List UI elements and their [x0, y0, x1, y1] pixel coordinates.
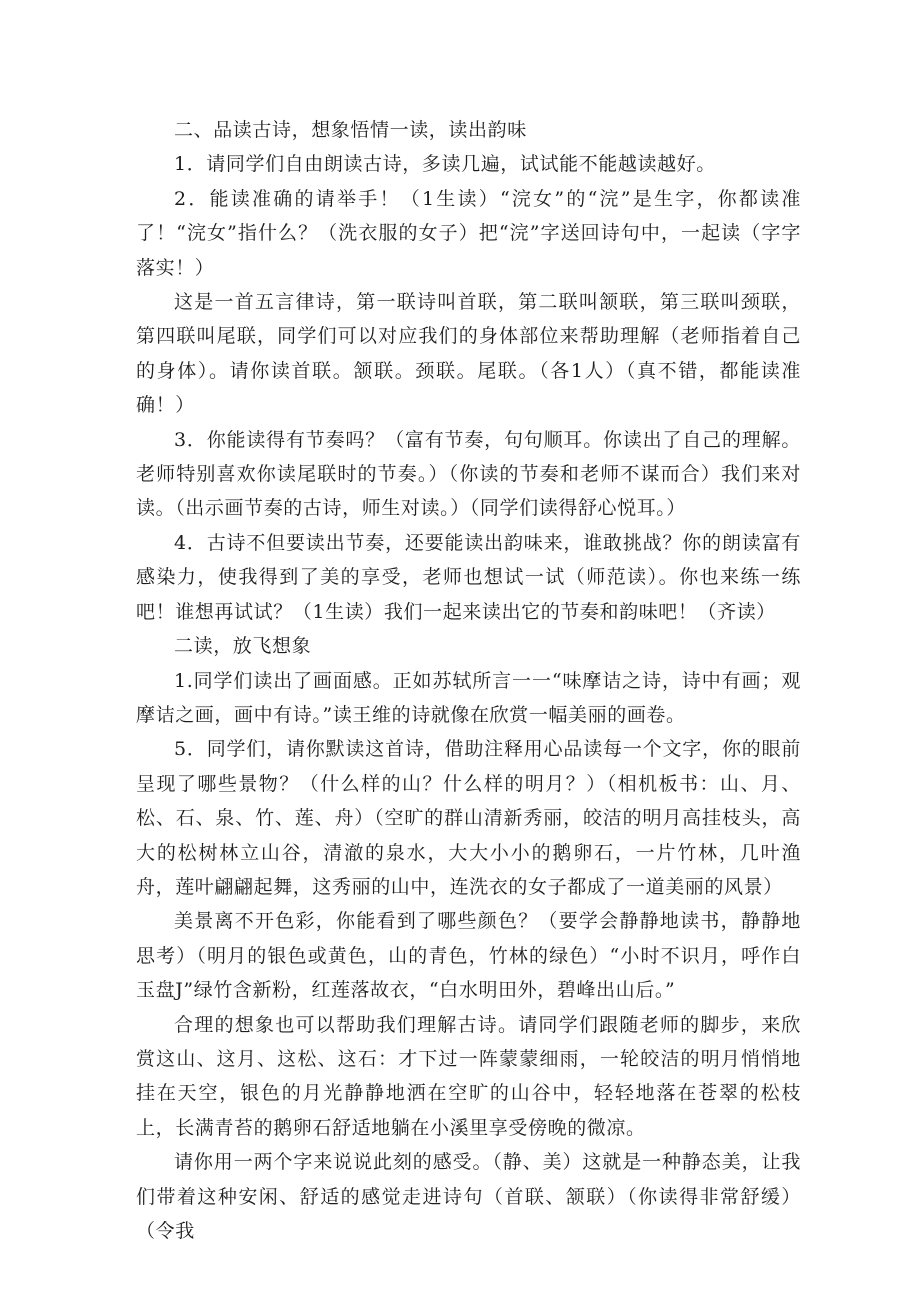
- paragraph-ganshou: 请你用一两个字来说说此刻的感受。（静、美）这就是一种静态美，让我们带着这种安闲、舒适的感觉走进诗句（首联、颔联）（你读得非常舒缓）（令我: [136, 1151, 801, 1242]
- paragraph-step-1: 1．请同学们自由朗读古诗，多读几遍，试试能不能越读越好。: [174, 153, 716, 176]
- paragraph-huamian: 1.同学们读出了画面感。正如苏轼所言一一“味摩诘之诗，诗中有画；观摩诘之画，画中有诗。”读王维的诗就像在欣赏一幅美丽的画卷。: [136, 669, 801, 726]
- paragraph-secai: 美景离不开色彩，你能看到了哪些颜色？（要学会静静地读书，静静地思考）（明月的银色或黄色，山的青色，竹林的绿色）“小时不识月，呼作白玉盘J”绿竹含新粉，红莲落故衣，“白水明田外，碧峰出山后。”: [136, 910, 801, 1002]
- paragraph-step-4: 4．古诗不但要读出节奏，还要能读出韵味来，谁敢挑战？你的朗读富有感染力，使我得到了美的享受，老师也想试一试（师范读）。你也来练一练吧！谁想再试试？（1生读）我们一起来读出它的节奏和韵味吧！（齐读）: [136, 531, 801, 623]
- paragraph-step-5: 5．同学们，请你默读这首诗，借助注释用心品读每一个文字，你的眼前呈现了哪些景物？（什么样的山？什么样的明月？）（相机板书：山、月、松、石、泉、竹、莲、舟）（空旷的群山清新秀丽，皎洁的明月高挂枝头，高大的松树林立山谷，清澈的泉水，大大小小的鹅卵石，一片竹林，几叶渔舟，莲叶翩翩起舞，这秀丽的山中，连洗衣的女子都成了一道美丽的风景）: [136, 738, 801, 898]
- section-heading-erdu: 二读，放飞想象: [174, 635, 312, 658]
- section-heading-pindu: 二、品读古诗，想象悟情一读，读出韵味: [174, 119, 527, 141]
- paragraph-lianshi: 这是一首五言律诗，第一联诗叫首联，第二联叫颔联，第三联叫颈联，第四联叫尾联，同学们可以对应我们的身体部位来帮助理解（老师指着自己的身体）。请你读首联。颔联。颈联。尾联。（各1人）（真不错，都能读准确！）: [136, 291, 801, 417]
- paragraph-step-3: 3．你能读得有节奏吗？（富有节奏，句句顺耳。你读出了自己的理解。老师特别喜欢你读尾联时的节奏。）（你读的节奏和老师不谋而合）我们来对读。（出示画节奏的古诗，师生对读。）（同学们读得舒心悦耳。）: [136, 428, 801, 520]
- paragraph-step-2: 2．能读准确的请举手！（1生读）“浣女”的“浣”是生字，你都读准了！“浣女”指什么？（洗衣服的女子）把“浣”字送回诗句中，一起读（字字落实！）: [136, 187, 801, 279]
- document-body: [136, 113, 801, 1248]
- paragraph-xiangxiang: 合理的想象也可以帮助我们理解古诗。请同学们跟随老师的脚步，来欣赏这山、这月、这松、这石：才下过一阵蒙蒙细雨，一轮皎洁的明月悄悄地挂在天空，银色的月光静静地洒在空旷的山谷中，轻轻地落在苍翠的松枝上，长满青苔的鹅卵石舒适地躺在小溪里享受傍晚的微凉。: [136, 1013, 801, 1139]
